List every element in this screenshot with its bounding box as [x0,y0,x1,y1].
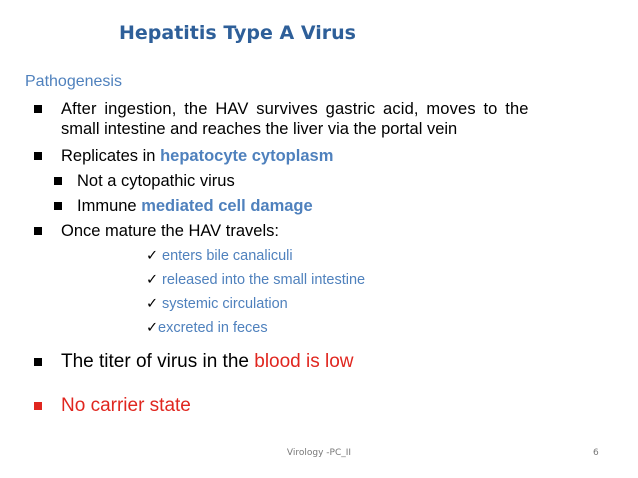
bullet-mature [34,221,279,241]
bullet-carrier [34,395,191,417]
bullet-replicates-text: Replicates in [61,147,161,165]
checkmark-icon: ✓ [146,272,159,288]
check-item-4-text: excreted in feces [158,320,268,336]
slide-footer: Virology -PC_II [286,448,352,458]
check-item-2-text: released into the small intestine [162,272,366,288]
square-bullet-icon [34,227,42,235]
square-bullet-icon [54,202,62,210]
check-item-3 [146,296,288,312]
bullet-carrier-text: No carrier state [61,395,191,416]
subbullet-cytopathic [54,171,235,191]
bullet-titer-text: The titer of virus in the [61,351,255,372]
square-bullet-icon [34,402,42,410]
page-number: 6 [593,448,599,458]
bullet-titer [34,351,354,373]
immune-damage-highlight: mediated cell damage [141,197,313,215]
square-bullet-icon [34,358,42,366]
checkmark-icon: ✓ [146,296,159,312]
check-item-4 [146,320,268,336]
square-bullet-icon [34,152,42,160]
subbullet-immune-text: Immune [77,197,142,215]
bullet-mature-text: Once mature the HAV travels: [61,222,279,240]
blood-low-highlight: blood is low [254,351,354,372]
check-item-1 [146,248,293,264]
checkmark-icon: ✓ [146,320,159,336]
hepatocyte-highlight: hepatocyte cytoplasm [160,147,334,165]
bullet-replicates [34,146,333,166]
section-heading: Pathogenesis [25,73,122,90]
square-bullet-icon [54,177,62,185]
subbullet-immune [54,196,313,216]
bullet-ingestion-line1: After ingestion, the HAV survives gastric acid, moves to the [61,100,529,118]
check-item-3-text: systemic circulation [162,296,288,312]
bullet-ingestion [34,99,529,139]
bullet-ingestion-line2: small intestine and reaches the liver via the portal vein [61,120,458,138]
check-item-1-text: enters bile canaliculi [162,248,293,264]
slide-title: Hepatitis Type A Virus [119,22,356,44]
subbullet-cytopathic-text: Not a cytopathic virus [77,172,235,190]
checkmark-icon: ✓ [146,248,159,264]
check-item-2 [146,272,365,288]
square-bullet-icon [34,105,42,113]
